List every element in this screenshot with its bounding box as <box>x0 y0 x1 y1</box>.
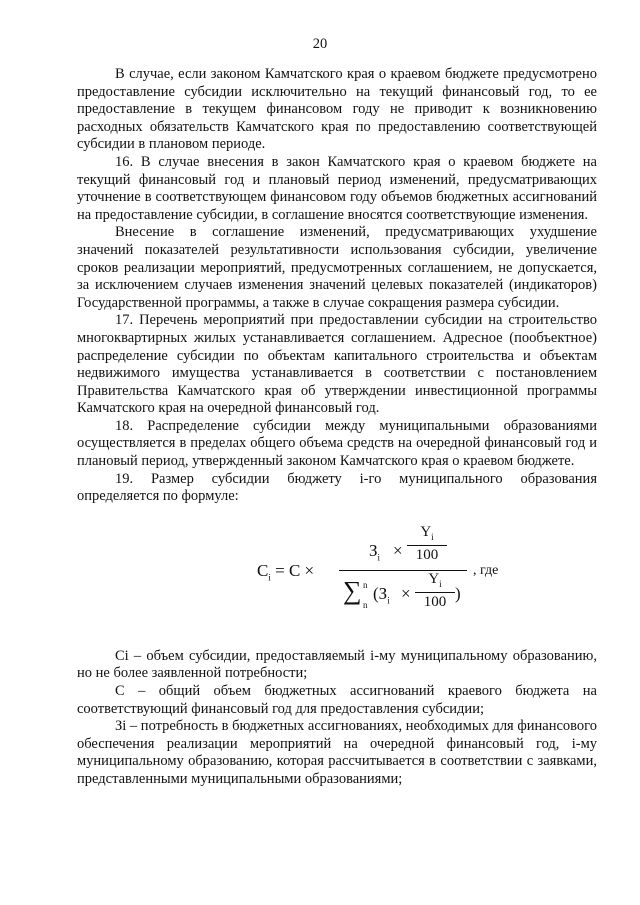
subsidy-formula: $C_i = C$ × $З_i$ × $\frac{Y_i}{100}$ ∑ n n ($З_i$ × $\frac{Y_i}{100}$ ) , где <box>257 523 499 610</box>
paragraph-agreement-changes: Внесение в соглашение изменений, предусматривающих ухудшение значений показателей результативности использования субсидии, увеличение сроков реализации мероприятий, предусмотренных соглашением, не допускается, за исключением случаев изменения значений целевых показателей (индикаторов) Государственной программы, а также в случае сокращения размера субсидии. <box>77 224 597 311</box>
definition-ci: Ci – объем субсидии, предоставляемый i-му муниципальному образованию, но не более заявленной потребности; <box>77 647 597 682</box>
formula-where: , где <box>473 562 499 578</box>
formula-lhs: $C_i = C$ × <box>257 560 315 583</box>
y-over-100-top: $\frac{Y_i}{100}$ <box>407 524 447 563</box>
definition-c: С – общий объем бюджетных ассигнований краевого бюджета на соответствующий финансовый год для предоставления субсидии; <box>77 683 597 717</box>
paragraph-16: 16. В случае внесения в закон Камчатского края о краевом бюджете на текущий финансовый год и плановый период изменений, предусматривающих уточнение в соответствующем финансовом году объемов бюджетных ассигнований на предоставление субсидии, в соглашение вносятся соответствующие изменения. <box>77 153 597 223</box>
page-number: 20 <box>312 36 328 52</box>
paragraph-17: 17. Перечень мероприятий при предоставлении субсидии на строительство многоквартирных жилых устанавливается соглашением. Адресное (пообъектное) распределение субсидии по объектам капитального строительства и объектам недвижимого имущества устанавливается в соответствии с постановлением Правительства Камчатского края об утверждении инвестиционной программы Камчатского края на очередной финансовый год. <box>77 312 597 417</box>
paragraph-18: 18. Распределение субсидии между муниципальными образованиями осуществляется в пределах общего объема средств на очередной финансовый год и плановый период, утвержденный законом Камчатского края о краевом бюджете. <box>77 417 597 470</box>
paragraph-19: 19. Размер субсидии бюджету i-го муниципального образования определяется по формуле: <box>77 470 597 505</box>
paragraph-budget-current-year: В случае, если законом Камчатского края о краевом бюджете предусмотрено предоставление субсидии исключительно на текущий финансовый год, то ее предоставление в текущем финансовом году не приводит к возникновению расходных обязательств Камчатского края по предоставлению соответствующей субсидии в плановом периоде. <box>77 66 597 153</box>
definition-zi: Зi – потребность в бюджетных ассигнованиях, необходимых для финансового обеспечения реализации мероприятий на очередной финансовый год, i-му муниципальному образованию, которая рассчитывается в соответствии с заявками, представленными муниципальными образованиями; <box>77 718 597 787</box>
y-over-100-bottom: $\frac{Y_i}{100}$ <box>415 571 455 610</box>
document-body <box>77 66 597 789</box>
